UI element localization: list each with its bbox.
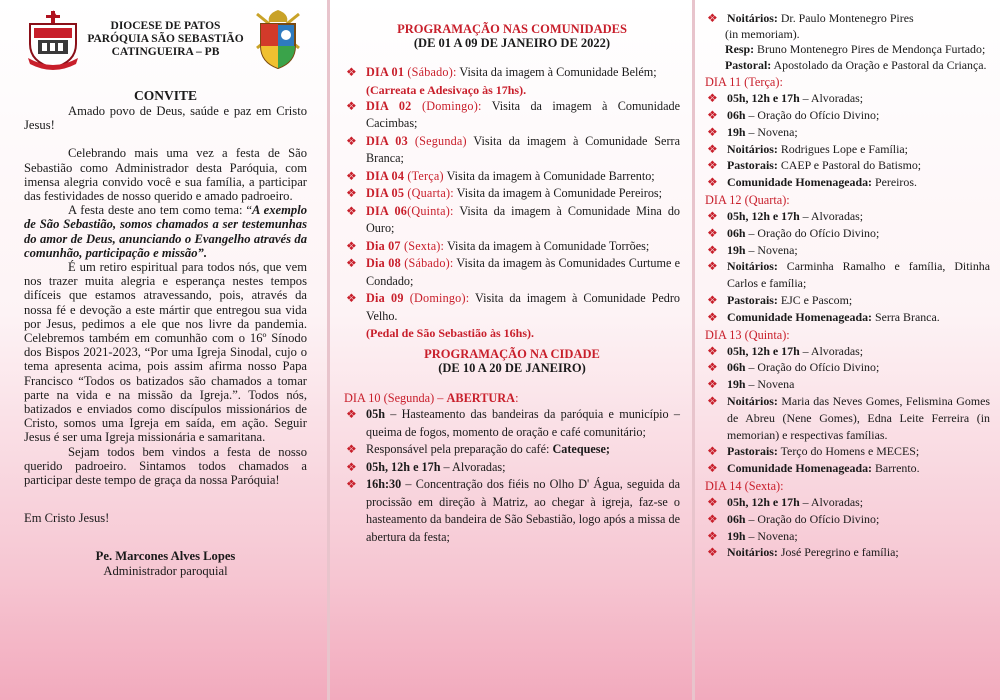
schedule-item	[705, 544, 990, 561]
community-visit-text: Visita da imagem à Comunidade Belém;	[456, 65, 657, 79]
community-day	[366, 186, 454, 200]
item-text: – Alvoradas;	[440, 459, 506, 474]
community-item	[344, 98, 680, 133]
item-highlight: Catequese;	[552, 442, 610, 456]
paragraph-3: É um retiro espiritual para todos nós, que vem nos trazer muita alegria e esperança nestes tempos difíceis que estamos atravessando, pois, através da nossa fé e devoção a este mártir que entregou sua vida por Jesus, pedimos a ele que nos livre da pandemia. Celebremos também em comunhão com o 16º Sínodo dos Bispos 2021-2023, “Por uma Igreja Sinodal, cujo o tema apresenta acima, pois assim afirma nosso Papa Francisco “Todos os batizados são chamados a tomar parte na vida e na missão da Igreja.”. Todos nós, batizados e enviados como discípulos missionários de Cristo, somos uma Igreja em saída, em ação. Seguir Jesus é ser uma Igreja missionária e samaritana.	[24, 260, 307, 445]
diocese-line-3: CATINGUEIRA – PB	[111, 46, 220, 58]
item-text: Barrento.	[872, 461, 920, 476]
diamond-bullet-icon: ❖	[707, 259, 718, 274]
day-10-list	[344, 406, 680, 546]
item-text: Carminha Ramalho e família, Ditinha Carlos e família;	[727, 259, 990, 291]
schedule-item	[705, 528, 990, 545]
diamond-bullet-icon: ❖	[346, 407, 357, 421]
diocese-line-2: PARÓQUIA SÃO SEBASTIÃO	[87, 33, 244, 45]
diamond-bullet-icon: ❖	[346, 168, 357, 183]
item-label: Noitários:	[727, 394, 778, 409]
schedule-item	[705, 494, 990, 511]
invitation-title: CONVITE	[133, 88, 197, 103]
item-label: 19h	[727, 242, 746, 257]
pastoral-text: Apostolado da Oração e Pastoral da Criança.	[771, 57, 987, 72]
item-text: Rodrigues Lope e Família;	[777, 141, 908, 156]
day-heading	[705, 74, 990, 90]
community-visit-text: Visita da imagem à Comunidade Mina do Ouro;	[366, 203, 681, 235]
item-label: 05h, 12h e 17h	[366, 459, 441, 474]
day-10-dow: (Segunda) –	[380, 391, 447, 405]
schedule-item	[705, 225, 990, 242]
schedule-item	[705, 460, 990, 477]
community-day-label: DIA 04	[366, 168, 405, 183]
item-text: José Peregrino e família;	[777, 545, 899, 560]
item-label: 16h:30	[366, 477, 402, 491]
schedule-item	[705, 309, 990, 326]
community-visit-text: Visita da imagem à Comunidade Cacimbas;	[366, 98, 681, 130]
pastoral-label: Pastoral:	[725, 57, 772, 72]
diamond-bullet-icon: ❖	[707, 91, 718, 106]
day-label: DIA 14	[705, 479, 742, 494]
day-label: DIA 13	[705, 327, 742, 342]
community-day-of-week: (Sexta):	[400, 238, 445, 253]
communities-title: PROGRAMAÇÃO NAS COMUNIDADES	[397, 22, 627, 36]
item-text: – Novena;	[745, 528, 798, 543]
item-label: Pastorais:	[727, 444, 778, 459]
diamond-bullet-icon: ❖	[346, 238, 357, 253]
diamond-bullet-icon: ❖	[707, 141, 718, 156]
item-label: 19h	[727, 528, 746, 543]
item-text: Pereiros.	[872, 175, 917, 190]
item-text: – Oração do Ofício Divino;	[745, 360, 880, 375]
item-text: – Alvoradas;	[799, 343, 864, 358]
community-day-label: DIA 02	[366, 98, 412, 113]
diocese-line-1: DIOCESE DE PATOS	[110, 20, 221, 32]
schedule-item	[705, 343, 990, 360]
community-day-of-week: (Domingo):	[411, 98, 482, 113]
day-10-item	[344, 459, 680, 477]
item-text: Responsável pela preparação do café:	[366, 442, 553, 456]
community-day-label: DIA 05	[366, 186, 405, 200]
community-day-label: Dia 09	[366, 291, 404, 305]
item-label: Comunidade Homenageada:	[727, 175, 873, 190]
item-text: – Alvoradas;	[799, 209, 864, 224]
diamond-bullet-icon: ❖	[707, 461, 718, 476]
day-of-week: (Sexta):	[741, 479, 784, 494]
diamond-bullet-icon: ❖	[346, 186, 357, 200]
community-visit-text: Visita da imagem às Comunidades Curtume e Condado;	[366, 256, 680, 288]
diamond-bullet-icon: ❖	[707, 11, 718, 25]
theme-lead: A festa deste ano tem como tema: “	[68, 203, 253, 218]
city-title: PROGRAMAÇÃO NA CIDADE	[424, 347, 600, 361]
diocese-coat-of-arms-icon	[249, 8, 307, 70]
schedule-item	[705, 292, 990, 309]
schedule-item	[705, 141, 990, 158]
community-visit-text: Visita da imagem à Comunidade Torrões;	[444, 238, 650, 253]
item-label: 05h, 12h e 17h	[727, 343, 800, 358]
resp-text: Bruno Montenegro Pires de Mendonça Furtado;	[754, 42, 986, 57]
diamond-bullet-icon: ❖	[707, 209, 718, 224]
item-text: EJC e Pascom;	[777, 293, 853, 308]
diamond-bullet-icon: ❖	[707, 293, 718, 308]
paragraph-1: Celebrando mais uma vez a festa de São Sebastião como Administrador desta Paróquia, com imensa alegria convido você e sua família, a participar das festividades de nosso querido e amado padroeiro.	[24, 146, 307, 204]
day-10-item	[344, 476, 680, 546]
schedule-item	[705, 174, 990, 191]
theme-text: A exemplo de São Sebastião, somos chamados a ser testemunhas do amor de Deus, anunciando o Evangelho através da comunhão, participação e missão”.	[24, 203, 308, 260]
day-label: DIA 11	[705, 75, 742, 90]
diamond-bullet-icon: ❖	[346, 291, 357, 305]
day-heading	[705, 478, 990, 494]
community-day	[366, 204, 454, 218]
community-visit-text: Visita da imagem à Comunidade Pedro Velho.	[366, 291, 681, 323]
diamond-bullet-icon: ❖	[707, 377, 718, 392]
city-dates: (DE 10 A 20 DE JANEIRO)	[438, 361, 586, 375]
item-text: Terço do Homens e MECES;	[777, 444, 920, 459]
item-text: CAEP e Pastoral do Batismo;	[777, 158, 922, 173]
community-day	[366, 134, 467, 148]
item-label: 05h	[366, 407, 385, 421]
community-day-of-week: (Domingo):	[403, 291, 470, 305]
day-10-label: DIA 10	[344, 391, 381, 405]
diamond-bullet-icon: ❖	[707, 343, 718, 358]
item-label: Pastorais:	[727, 293, 778, 308]
item-text: Dr. Paulo Montenegro Pires	[777, 11, 914, 25]
community-item	[344, 64, 680, 82]
diamond-bullet-icon: ❖	[707, 124, 718, 139]
day-of-week: (Terça):	[741, 75, 783, 90]
item-label: 05h, 12h e 17h	[727, 91, 800, 106]
item-text: – Novena	[745, 377, 795, 392]
day-of-week: (Quarta):	[741, 193, 790, 208]
diamond-bullet-icon: ❖	[707, 528, 718, 543]
item-text: Maria das Neves Gomes, Felismina Gomes de Abreu (Nene Gomes), Edna Leite Ferreira (in memorian) e respectivas famílias.	[727, 394, 990, 442]
schedule-item	[705, 242, 990, 259]
diamond-bullet-icon: ❖	[346, 98, 357, 113]
closing: Em Cristo Jesus!	[24, 511, 110, 526]
community-note: (Carreata e Adesivaço às 17hs).	[366, 82, 527, 97]
community-visit-text: Visita da imagem à Comunidade Barrento;	[443, 168, 655, 183]
item-label: 19h	[727, 124, 746, 139]
schedule-item	[705, 124, 990, 141]
diamond-bullet-icon: ❖	[346, 442, 357, 456]
community-item	[344, 238, 680, 256]
item-label: Pastorais:	[727, 158, 778, 173]
item-text: – Alvoradas;	[799, 91, 864, 106]
diamond-bullet-icon: ❖	[707, 511, 718, 526]
community-day-of-week: (Sábado):	[400, 256, 454, 270]
day-label: DIA 12	[705, 193, 742, 208]
diamond-bullet-icon: ❖	[707, 309, 718, 324]
community-day-label: Dia 08	[366, 256, 401, 270]
diamond-bullet-icon: ❖	[707, 394, 718, 409]
item-label: 05h, 12h e 17h	[727, 209, 800, 224]
community-note: (Pedal de São Sebastião às 16hs).	[366, 326, 535, 340]
community-day-of-week: (Quinta):	[407, 203, 454, 218]
item-label: 05h, 12h e 17h	[727, 495, 800, 510]
signature	[24, 549, 307, 579]
community-visit-text: Visita da imagem à Comunidade Pereiros;	[453, 186, 663, 200]
community-day-label: Dia 07	[366, 238, 401, 253]
community-day-label: DIA 01	[366, 65, 405, 79]
item-text: – Concentração dos fiéis no Olho D' Água, seguida da procissão em direção à Matriz, ao chegar à igreja, faz-se o hasteamento da bandeira de São Sebastião, logo após a missa de abertura da festa;	[366, 477, 680, 544]
signature-role: Administrador paroquial	[103, 564, 228, 579]
header	[24, 8, 307, 86]
diamond-bullet-icon: ❖	[346, 65, 357, 79]
community-item	[344, 203, 680, 238]
diamond-bullet-icon: ❖	[346, 256, 357, 270]
day-10-heading: DIA 10 (Segunda) – ABERTURA:	[344, 391, 519, 405]
item-label: 06h	[727, 360, 746, 375]
item-label: 19h	[727, 377, 746, 392]
schedule-item	[705, 90, 990, 107]
communities-dates: (DE 01 A 09 DE JANEIRO DE 2022)	[413, 36, 611, 50]
paragraph-4: Sejam todos bem vindos a festa de nosso querido padroeiro. Sintamos todos chamados a participar deste tempo de graça da nossa Paróquia!	[24, 444, 307, 488]
communities-list	[344, 64, 680, 341]
community-day-of-week: (Terça)	[404, 168, 444, 183]
parish-shield-icon	[24, 8, 82, 70]
day-heading	[705, 192, 990, 208]
community-item	[344, 168, 680, 186]
diamond-bullet-icon: ❖	[707, 242, 718, 257]
schedule-item	[705, 511, 990, 528]
schedule-item	[705, 376, 990, 393]
right-days-list	[705, 74, 990, 561]
diamond-bullet-icon: ❖	[707, 444, 718, 459]
community-day	[366, 65, 457, 79]
resp-label: Resp:	[725, 42, 755, 57]
memoriam-note: (in memoriam).	[725, 26, 800, 41]
item-text: – Alvoradas;	[799, 495, 864, 510]
list-item	[705, 10, 990, 27]
community-item	[344, 133, 680, 168]
item-label: Comunidade Homenageada:	[727, 309, 873, 324]
schedule-item	[705, 393, 990, 443]
item-label: Noitários:	[727, 545, 778, 560]
item-text: – Novena;	[745, 124, 798, 139]
diocese-heading	[87, 20, 243, 59]
paragraph-2	[24, 203, 307, 260]
diamond-bullet-icon: ❖	[707, 545, 718, 560]
schedule-item	[705, 258, 990, 292]
schedule-item	[705, 107, 990, 124]
item-text: Serra Branca.	[872, 309, 940, 324]
schedule-item	[705, 359, 990, 376]
day-10-opening: ABERTURA	[446, 391, 516, 405]
item-text: – Oração do Ofício Divino;	[745, 511, 880, 526]
community-day-label: DIA 06	[366, 203, 408, 218]
diamond-bullet-icon: ❖	[346, 459, 357, 474]
community-day-label: DIA 03	[366, 133, 408, 148]
day-of-week: (Quinta):	[741, 327, 790, 342]
diamond-bullet-icon: ❖	[346, 133, 357, 148]
community-day	[366, 99, 482, 113]
diamond-bullet-icon: ❖	[707, 108, 718, 123]
item-label: Noitários:	[727, 141, 778, 156]
greeting: Amado povo de Deus, saúde e paz em Cristo Jesus!	[24, 104, 307, 133]
schedule-item	[705, 443, 990, 460]
item-label: 06h	[727, 225, 746, 240]
diamond-bullet-icon: ❖	[346, 203, 357, 218]
community-item	[344, 185, 680, 203]
community-day	[366, 239, 444, 253]
item-label: 06h	[727, 511, 746, 526]
diamond-bullet-icon: ❖	[346, 477, 357, 491]
item-label: 06h	[727, 108, 746, 123]
diamond-bullet-icon: ❖	[707, 175, 718, 190]
community-item	[344, 255, 680, 290]
item-label: Comunidade Homenageada:	[727, 461, 873, 476]
item-text: – Oração do Ofício Divino;	[745, 108, 880, 123]
schedule-item	[705, 208, 990, 225]
diamond-bullet-icon: ❖	[707, 360, 718, 375]
middle-panel	[327, 0, 695, 700]
community-item	[344, 290, 680, 325]
community-day	[366, 291, 469, 305]
right-panel	[695, 0, 1000, 700]
diamond-bullet-icon: ❖	[707, 158, 718, 173]
diamond-bullet-icon: ❖	[707, 225, 718, 240]
community-day	[366, 256, 453, 270]
schedule-item	[705, 157, 990, 174]
community-visit-text: Visita da imagem à Comunidade Serra Branca;	[366, 133, 680, 165]
item-text: – Hasteamento das bandeiras da paróquia e município – queima de fogos, momento de oração e café comunitário;	[366, 407, 680, 439]
community-day-of-week: (Quarta):	[404, 186, 454, 200]
community-day-of-week: (Segunda)	[407, 133, 467, 148]
item-text: – Oração do Ofício Divino;	[745, 225, 880, 240]
day-10-item	[344, 406, 680, 441]
left-panel	[0, 0, 327, 700]
community-day-of-week: (Sábado):	[404, 65, 457, 79]
item-text: – Novena;	[745, 242, 798, 257]
community-day	[366, 169, 444, 183]
item-label: Noitários:	[727, 259, 778, 274]
pastoral-line	[705, 58, 990, 74]
signature-name: Pe. Marcones Alves Lopes	[95, 549, 236, 564]
resp-line	[705, 42, 990, 58]
day-10-item	[344, 441, 680, 459]
item-label: Noitários:	[727, 11, 778, 25]
diamond-bullet-icon: ❖	[707, 495, 718, 510]
day-heading	[705, 327, 990, 343]
